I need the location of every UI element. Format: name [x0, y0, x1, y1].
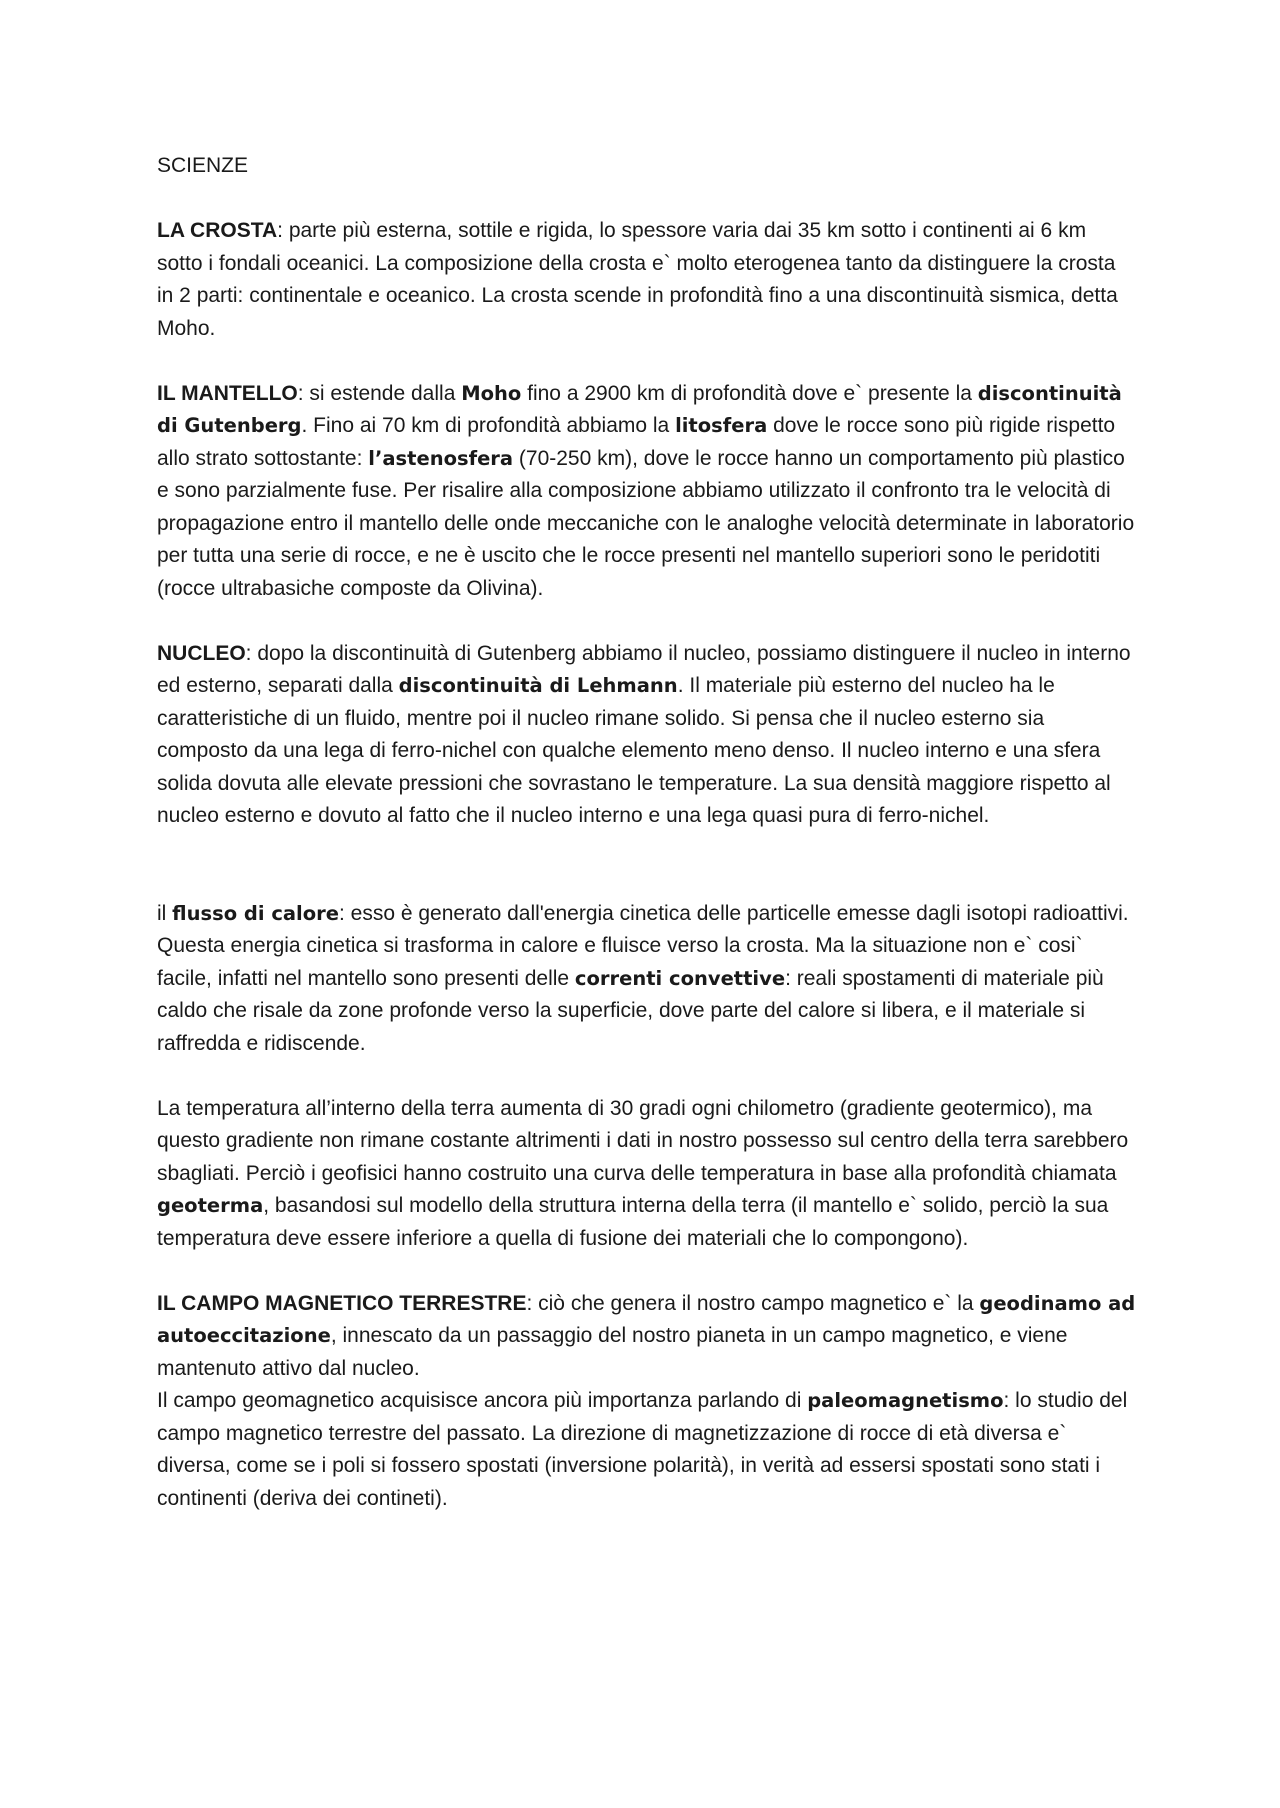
- term-paleomagnetismo: paleomagnetismo: [807, 1389, 1004, 1412]
- term-geoterma: geoterma: [157, 1194, 264, 1217]
- page-title: SCIENZE: [157, 154, 249, 177]
- term-astenosfera: l’astenosfera: [368, 446, 514, 470]
- text-segment: : lo studio del campo magnetico terrestre del passato. La direzione di magnetizzazione di rocce di età diversa e` diversa, come se i poli si fossero spostati (inversione polarità), in verità ad essersi spostati sono stati i continenti (deriva dei contineti).: [157, 1389, 1128, 1510]
- term-moho: Moho: [461, 381, 522, 405]
- text-segment: , basandosi sul modello della struttura interna della terra (il mantello e` solido, perciò la sua temperatura deve essere inferiore a quella di fusione dei materiali che lo compongono).: [157, 1194, 1109, 1250]
- paragraph-mantello: [157, 378, 1137, 606]
- text-segment: : esso è generato dall'energia cinetica delle particelle emesse dagli isotopi radioattivi. Questa energia cinetica si trasforma in calore e fluisce verso la crosta. Ma la situazione non e` cosi` facile, infatti nel mantello sono presenti delle: [157, 901, 1129, 990]
- text-segment: : ciò che genera il nostro campo magnetico e` la: [526, 1291, 980, 1315]
- term-flusso-di-calore: flusso di calore: [172, 901, 339, 925]
- text-segment: , innescato da un passaggio del nostro pianeta in un campo magnetico, e viene mantenuto attivo dal nucleo.: [157, 1324, 1068, 1380]
- term-litosfera: litosfera: [675, 414, 768, 437]
- text-segment: . Il materiale più esterno del nucleo ha le caratteristiche di un fluido, mentre poi il nucleo rimane solido. Si pensa che il nucleo esterno sia composto da una lega di ferro-nichel con qualche elemento meno denso. Il nucleo interno e una sfera solida dovuta alle elevate pressioni che sovrastano le temperature. La sua densità maggiore rispetto al nucleo esterno e dovuto al fatto che il nucleo interno e una lega quasi pura di ferro-nichel.: [157, 674, 1111, 827]
- paragraph-flusso: [157, 898, 1137, 1061]
- heading-crosta: LA CROSTA: [157, 219, 278, 242]
- paragraph-paleomagnetismo: [157, 1385, 1137, 1515]
- heading-mantello: IL MANTELLO: [157, 381, 298, 405]
- text-segment: dove le rocce sono più rigide rispetto allo strato sottostante:: [157, 414, 1116, 470]
- paragraph-temperatura: [157, 1093, 1137, 1256]
- heading-campo-magnetico: IL CAMPO MAGNETICO TERRESTRE: [157, 1291, 527, 1315]
- paragraph-crosta: [157, 215, 1137, 345]
- term-gutenberg: discontinuità di Gutenberg: [157, 381, 1122, 437]
- text-segment: il: [157, 901, 173, 925]
- document-page: [157, 150, 1137, 1548]
- text-segment: Il campo geomagnetico acquisisce ancora più importanza parlando di: [157, 1389, 808, 1412]
- text-crosta: : parte più esterna, sottile e rigida, lo spessore varia dai 35 km sotto i continenti ai 6 km sotto i fondali oceanici. La composizione della crosta e` molto eterogenea tanto da distinguere la crosta in 2 parti: continentale e oceanico. La crosta scende in profondità fino a una discontinuità sismica, detta Moho.: [157, 219, 1118, 340]
- heading-nucleo: NUCLEO: [157, 641, 246, 665]
- text-segment: La temperatura all’interno della terra aumenta di 30 gradi ogni chilometro (gradiente geotermico), ma questo gradiente non rimane costante altrimenti i dati in nostro possesso sul centro della terra sarebbero sbagliati. Perciò i geofisici hanno costruito una curva delle temperatura in base alla profondità chiamata: [157, 1096, 1129, 1185]
- text-segment: . Fino ai 70 km di profondità abbiamo la: [301, 414, 676, 437]
- text-segment: (70-250 km), dove le rocce hanno un comportamento più plastico e sono parzialmente fuse. Per risalire alla composizione abbiamo utilizzato il confronto tra le velocità di propagazione entro il mantello delle onde meccaniche con le analoghe velocità determinate in laboratorio per tutta una serie di rocce, e ne è uscito che le rocce presenti nel mantello superiori sono le peridotiti (rocce ultrabasiche composte da Olivina).: [157, 446, 1135, 600]
- text-segment: : reali spostamenti di materiale più caldo che risale da zone profonde verso la superficie, dove parte del calore si libera, e il materiale si raffredda e ridiscende.: [157, 966, 1104, 1055]
- term-lehmann: discontinuità di Lehmann: [398, 674, 678, 697]
- term-correnti-convettive: correnti convettive: [574, 966, 786, 990]
- text-segment: : dopo la discontinuità di Gutenberg abbiamo il nucleo, possiamo distinguere il nucleo in interno ed esterno, separati dalla: [157, 641, 1131, 697]
- term-geodinamo: geodinamo ad autoeccitazione: [157, 1291, 1136, 1347]
- paragraph-nucleo: [157, 638, 1137, 833]
- paragraph-campo-magnetico: [157, 1288, 1137, 1386]
- text-segment: fino a 2900 km di profondità dove e` presente la: [521, 381, 978, 405]
- text-segment: : si estende dalla: [297, 381, 462, 405]
